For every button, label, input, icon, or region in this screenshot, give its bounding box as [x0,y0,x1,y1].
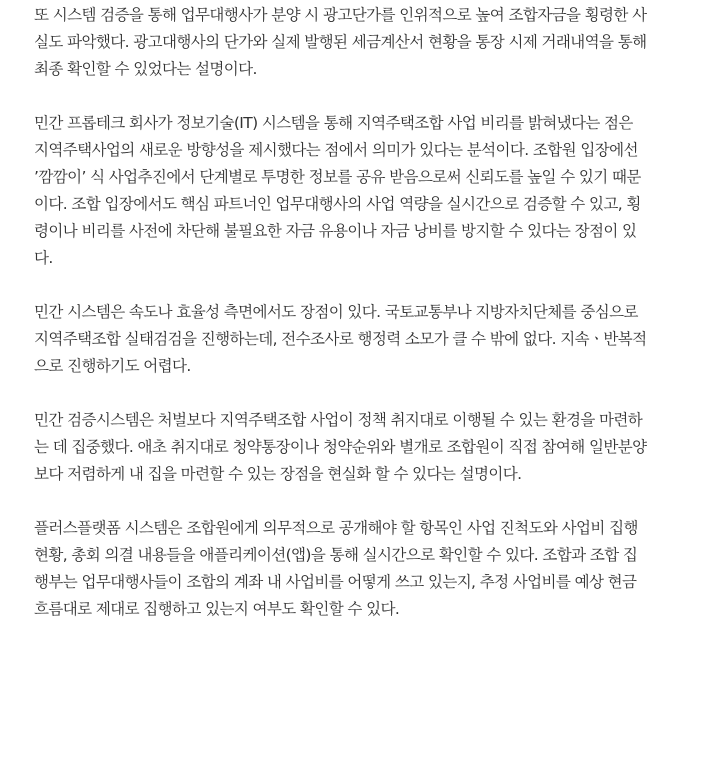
article-paragraph: 민간 시스템은 속도나 효율성 측면에서도 장점이 있다. 국토교통부나 지방자치단체를 중심으로 지역주택조합 실태검검을 진행하는데, 전수조사로 행정력 소모가 클 수 밖에 없다. 지속ㆍ반복적 으로 진행하기도 어렵다. [34,303,647,375]
article-paragraph: 또 시스템 검증을 통해 업무대행사가 분양 시 광고단가를 인위적으로 높여 조합자금을 횡령한 사 실도 파악했다. 광고대행사의 단가와 실제 발행된 세금계산서 현황을 통장 시제 거래내역을 통해 최종 확인할 수 있었다는 설명이다. [34,6,647,78]
article-body [34,0,694,623]
article-paragraph: 플러스플랫폼 시스템은 조합원에게 의무적으로 공개해야 할 항목인 사업 진척도와 사업비 집행 현황, 총회 의결 내용들을 애플리케이션(앱)을 통해 실시간으로 확인할 수 있다. 조합과 조합 집 행부는 업무대행사들이 조합의 계좌 내 사업비를 어떻게 쓰고 있는지, 추정 사업비를 예상 현금 흐름대로 제대로 집행하고 있는지 여부도 확인할 수 있다. [34,519,638,618]
article-paragraph: 민간 프롭테크 회사가 정보기술(IT) 시스템을 통해 지역주택조합 사업 비리를 밝혀냈다는 점은 지역주택사업의 새로운 방향성을 제시했다는 점에서 의미가 있다는 분석이다. 조합원 입장에선 ’깜깜이’ 식 사업추진에서 단계별로 투명한 정보를 공유 받음으로써 신뢰도를 높일 수 있기 때문 이다. 조합 입장에서도 핵심 파트너인 업무대행사의 사업 역량을 실시간으로 검증할 수 있고, 횡 령이나 비리를 사전에 차단해 불필요한 자금 유용이나 자금 낭비를 방지할 수 있다는 장점이 있 다. [34,114,641,267]
article-paragraph: 민간 검증시스템은 처벌보다 지역주택조합 사업이 정책 취지대로 이행될 수 있는 환경을 마련하 는 데 집중했다. 애초 취지대로 청약통장이나 청약순위와 별개로 조합원이 직접 참여해 일반분양 보다 저렴하게 내 집을 마련할 수 있는 장점을 현실화 할 수 있다는 설명이다. [34,411,647,483]
